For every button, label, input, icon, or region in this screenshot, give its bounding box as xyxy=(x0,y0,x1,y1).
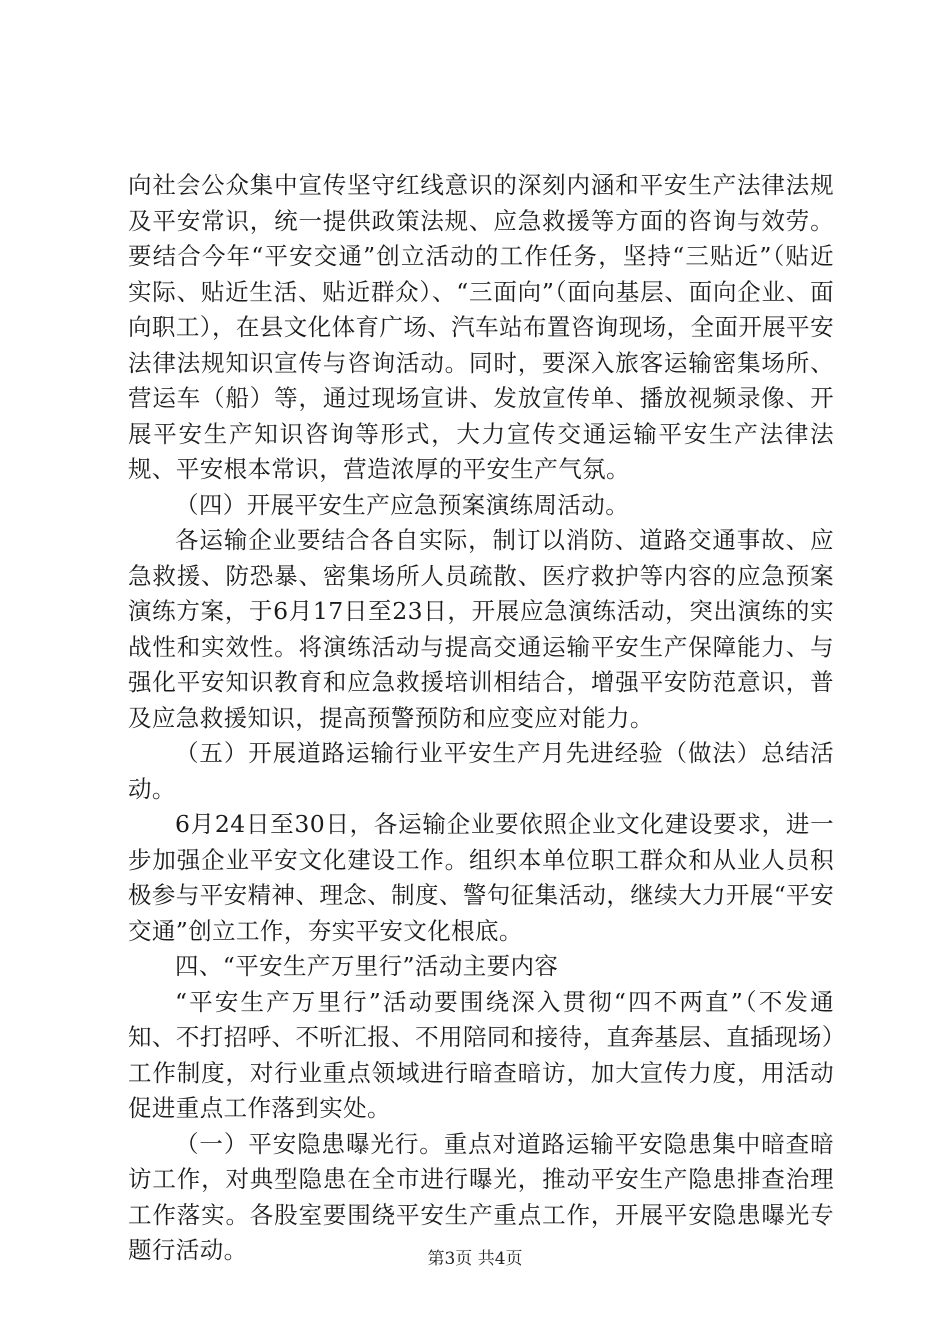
section-heading-5: （五）开展道路运输行业平安生产月先进经验（做法）总结活动。 xyxy=(128,739,834,803)
page-number-footer: 第3页 共4页 xyxy=(427,1249,523,1269)
paragraph-hazard-exposure: （一）平安隐患曝光行。重点对道路运输平安隐患集中暗查暗访工作，对典型隐患在全市进行曝光，推动平安生产隐患排查治理工作落实。各股室要围绕平安生产重点工作，开展平安隐患曝光专题行活动。 xyxy=(128,1129,834,1264)
paragraph-drill: 各运输企业要结合各自实际，制订以消防、道路交通事故、应急救援、防恐暴、密集场所人员疏散、医疗救护等内容的应急预案演练方案，于6月17日至23日，开展应急演练活动，突出演练的实战性和实效性。将演练活动与提高交通运输平安生产保障能力、与强化平安知识教育和应急救援培训相结合，增强平安防范意识，普及应急救援知识，提高预警预防和应变应对能力。 xyxy=(128,526,834,732)
section-heading-part-4: 四、“平安生产万里行”活动主要内容 xyxy=(175,952,559,980)
document-body xyxy=(128,168,834,1269)
section-heading-4: （四）开展平安生产应急预案演练周活动。 xyxy=(175,490,630,519)
paragraph-culture: 6月24日至30日，各运输企业要依照企业文化建设要求，进一步加强企业平安文化建设工作。组织本单位职工群众和从业人员积极参与平安精神、理念、制度、警句征集活动，继续大力开展“平安交通”创立工作，夯实平安文化根底。 xyxy=(128,810,834,945)
paragraph-continuation: 向社会公众集中宣传坚守红线意识的深刻内涵和平安生产法律法规及平安常识，统一提供政策法规、应急救援等方面的咨询与效劳。要结合今年“平安交通”创立活动的工作任务，坚持“三贴近”（贴近实际、贴近生活、贴近群众）、“三面向”（面向基层、面向企业、面向职工），在县文化体育广场、汽车站布置咨询现场，全面开展平安法律法规知识宣传与咨询活动。同时，要深入旅客运输密集场所、营运车（船）等，通过现场宣讲、发放宣传单、播放视频录像、开展平安生产知识咨询等形式，大力宣传交通运输平安生产法律法规、平安根本常识，营造浓厚的平安生产气氛。 xyxy=(128,171,834,483)
paragraph-campaign: “平安生产万里行”活动要围绕深入贯彻“四不两直”（不发通知、不打招呼、不听汇报、不用陪同和接待，直奔基层、直插现场）工作制度，对行业重点领域进行暗查暗访，加大宣传力度，用活动促进重点工作落到实处。 xyxy=(128,987,834,1122)
